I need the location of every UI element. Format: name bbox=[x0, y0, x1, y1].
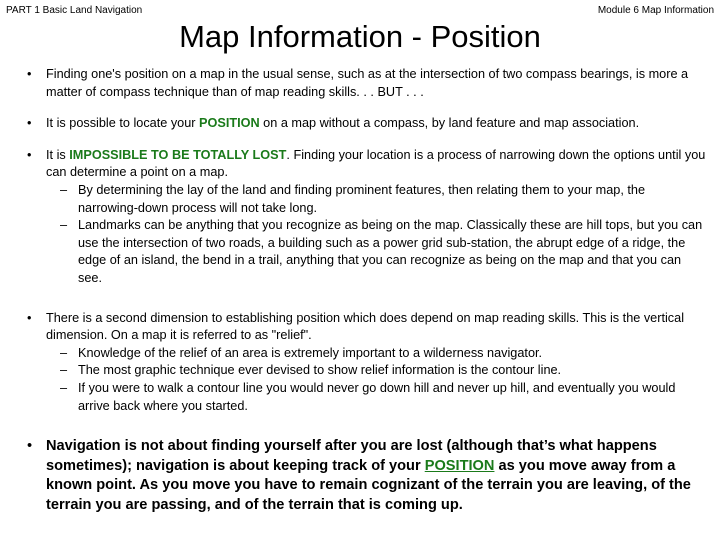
sub-bullet-4-1 bbox=[0, 345, 720, 363]
bullet-text: Finding one's position on a map in the usual sense, such as at the intersection of two compass bearings, is more a matter of compass technique than of map reading skills. . . BUT . . . bbox=[46, 67, 689, 99]
sub-bullet-text: By determining the lay of the land and finding prominent features, then relating them to your map, the narrowing-down process will not take long. bbox=[78, 182, 646, 215]
bullet-icon: • bbox=[27, 147, 32, 162]
bullet-1 bbox=[0, 66, 720, 101]
dash-icon: – bbox=[60, 380, 68, 395]
sub-bullet-text: The most graphic technique ever devised to show relief information is the contour line. bbox=[78, 363, 562, 378]
bullet-text-pre: It is possible to locate your bbox=[46, 116, 200, 131]
sub-bullet-text: Landmarks can be anything that you recognize as being on the map. Classically these are hill tops, but you can use the intersection of two roads, a building such as a power grid sub-station, the abrupt edge of a ridge, the edge of an island, the bend in a trail, anything that you can recognize as being on the map and that you can see. bbox=[78, 218, 703, 285]
bullet-2 bbox=[0, 115, 720, 133]
header-left: PART 1 Basic Land Navigation bbox=[6, 5, 143, 16]
slide-title: Map Information - Position bbox=[179, 19, 541, 54]
bullet-text-post: on a map without a compass, by land feature and map association. bbox=[259, 116, 640, 131]
bullet-4 bbox=[0, 310, 720, 345]
impossible-lost-emphasis: IMPOSSIBLE TO BE TOTALLY LOST bbox=[69, 147, 287, 162]
bullet-text-post: . Finding your location is a process of narrowing down the options until you can determine a point on a map. bbox=[46, 147, 706, 180]
sub-bullet-3-2 bbox=[0, 217, 720, 287]
sub-bullet-4-3 bbox=[0, 380, 720, 415]
sub-bullet-text: If you were to walk a contour line you would never go down hill and never up hill, and eventually you would arrive back where you started. bbox=[78, 380, 676, 413]
bullet-icon: • bbox=[27, 438, 33, 455]
bullet-icon: • bbox=[27, 310, 32, 325]
sub-bullet-4-2 bbox=[0, 362, 720, 380]
header-right: Module 6 Map Information bbox=[597, 5, 714, 16]
position-emphasis: POSITION bbox=[424, 457, 495, 474]
bullet-text-post: as you move away from a known point. As you move you have to remain cognizant of the terrain you are leaving, of the terrain you are passing, and of the terrain that is coming up. bbox=[46, 457, 691, 513]
bullet-3 bbox=[0, 147, 720, 182]
bullet-text-pre: Navigation is not about finding yourself after you are lost (although that’s what happens sometimes); navigation is about keeping track of your bbox=[46, 438, 657, 474]
sub-bullet-text: Knowledge of the relief of an area is extremely important to a wilderness navigator. bbox=[78, 345, 543, 360]
dash-icon: – bbox=[60, 182, 68, 197]
bullet-5 bbox=[0, 437, 720, 515]
position-emphasis: POSITION bbox=[199, 116, 260, 131]
dash-icon: – bbox=[60, 345, 68, 360]
bullet-icon: • bbox=[27, 116, 32, 131]
bullet-text-prefix: It is bbox=[46, 147, 70, 162]
sub-bullet-3-1 bbox=[0, 182, 720, 217]
bullet-text: There is a second dimension to establishing position which does depend on map reading skills. This is the vertical dimension. On a map it is referred to as "relief". bbox=[46, 310, 685, 343]
bullet-icon: • bbox=[27, 67, 32, 81]
dash-icon: – bbox=[60, 363, 68, 378]
slide-body bbox=[0, 66, 720, 515]
dash-icon: – bbox=[60, 218, 68, 233]
